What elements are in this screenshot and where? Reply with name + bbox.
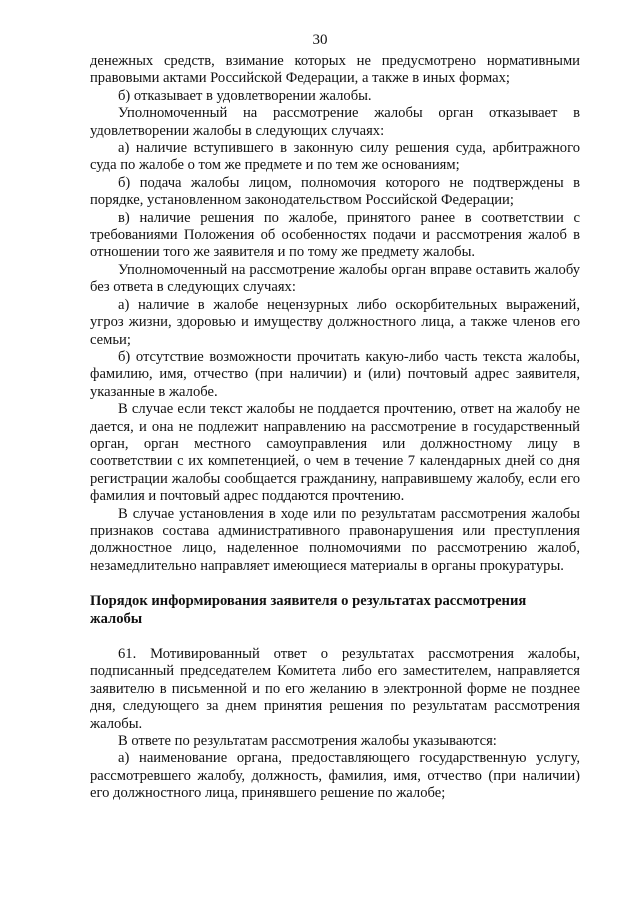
section-heading-line-2: жалобы	[90, 610, 143, 627]
paragraph: а) наличие в жалобе нецензурных либо оскорбительных выражений, угроз жизни, здоровью и имуществу должностного лица, а также членов его семьи;	[90, 296, 580, 348]
document-body	[90, 53, 580, 803]
paragraph: б) подача жалобы лицом, полномочия которого не подтверждены в порядке, установленном законодательством Российской Федерации;	[90, 174, 580, 209]
paragraph: а) наименование органа, предоставляющего государственную услугу, рассмотревшего жалобу, должность, фамилия, имя, отчество (при наличии) его должностного лица, принявшего решение по жалобе;	[90, 750, 580, 802]
paragraph: а) наличие вступившего в законную силу решения суда, арбитражного суда по жалобе о том же предмете и по тем же основаниям;	[90, 140, 580, 174]
paragraph: Уполномоченный на рассмотрение жалобы орган вправе оставить жалобу без ответа в следующих случаях:	[90, 261, 580, 296]
paragraph: в) наличие решения по жалобе, принятого ранее в соответствии с требованиями Положения об особенностях подачи и рассмотрения жалоб в отношении того же заявителя и по тому же предмету жалобы.	[90, 209, 580, 261]
section-heading-line-1: Порядок информирования заявителя о результатах рассмотрения	[90, 593, 527, 610]
paragraph: В ответе по результатам рассмотрения жалобы указываются:	[118, 733, 497, 750]
paragraph: В случае если текст жалобы не поддается прочтению, ответ на жалобу не дается, и она не подлежит направлению на рассмотрение в государственный орган, орган местного самоуправления или должностному лицу в соответствии с их компетенцией, о чем в течение 7 календарных дней со дня регистрации жалобы сообщается гражданину, направившему жалобу, если его фамилия и почтовый адрес поддаются прочтению.	[90, 401, 580, 505]
paragraph: Уполномоченный на рассмотрение жалобы орган отказывает в удовлетворении жалобы в следующих случаях:	[90, 105, 580, 139]
paragraph: б) отсутствие возможности прочитать какую-либо часть текста жалобы, фамилию, имя, отчество (при наличии) и (или) почтовый адрес заявителя, указанные в жалобе.	[90, 348, 580, 400]
paragraph: 61. Мотивированный ответ о результатах рассмотрения жалобы, подписанный председателем Комитета либо его заместителем, направляется заявителю в письменной и по его желанию в электронной форме не позднее дня, следующего за днем принятия решения по результатам рассмотрения жалобы.	[90, 646, 580, 732]
paragraph: В случае установления в ходе или по результатам рассмотрения жалобы признаков состава административного правонарушения или преступления должностное лицо, наделенное полномочиями по рассмотрению жалоб, незамедлительно направляет имеющиеся материалы в органы прокуратуры.	[90, 505, 580, 574]
page-number: 30	[312, 32, 328, 48]
paragraph: денежных средств, взимание которых не предусмотрено нормативными правовыми актами Российской Федерации, а также в иных формах;	[90, 53, 580, 87]
section-heading	[90, 593, 580, 628]
paragraph: б) отказывает в удовлетворении жалобы.	[118, 87, 372, 104]
